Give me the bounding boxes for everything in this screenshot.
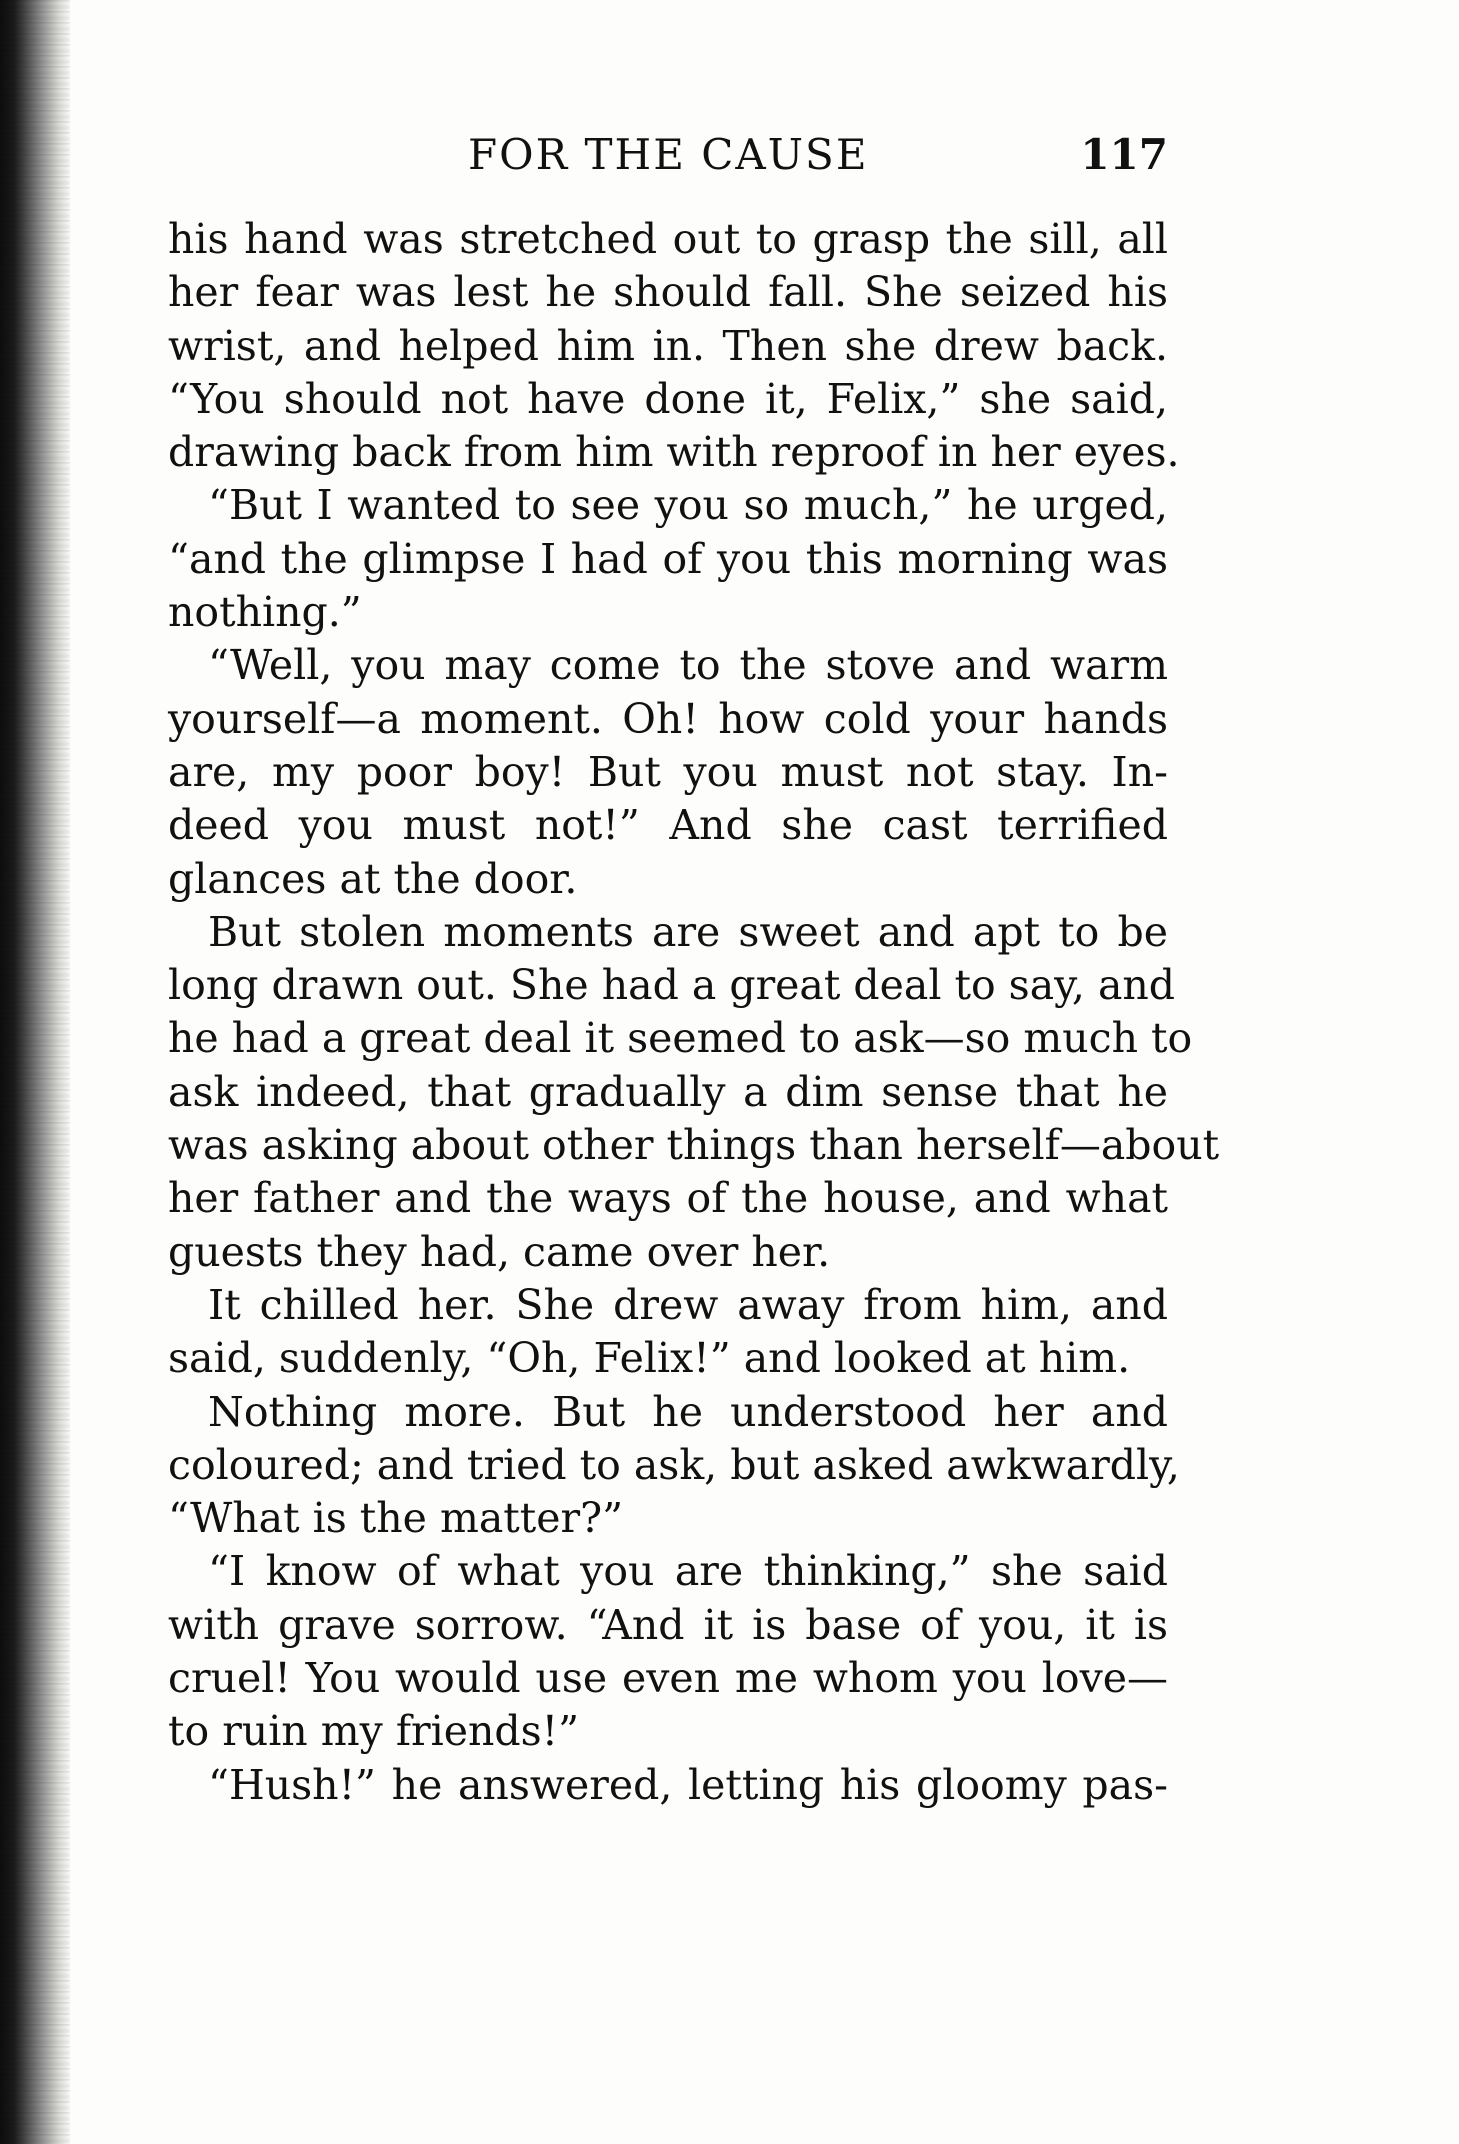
text-line: guests they had, came over her. [168, 1227, 831, 1276]
text-line: drawing back from him with reproof in her eyes. [168, 428, 1180, 477]
page-number: 117 [1080, 130, 1168, 179]
text-line: wrist, and helped him in. Then she drew back. [168, 321, 1168, 370]
text-line: “You should not have done it, Felix,” she said, [168, 374, 1168, 423]
text-line: “But I wanted to see you so much,” he urged, [208, 481, 1168, 530]
text-line: cruel! You would use even me whom you love— [168, 1654, 1168, 1703]
text-line: coloured; and tried to ask, but asked awkwardly, [168, 1440, 1180, 1489]
text-line: long drawn out. She had a great deal to say, and [168, 961, 1176, 1010]
text-line: “Hush!” he answered, letting his gloomy pas- [208, 1760, 1168, 1809]
text-line: nothing.” [168, 588, 362, 637]
text-line: Nothing more. But he understood her and [208, 1387, 1168, 1436]
page-header [168, 130, 1168, 190]
running-title: FOR THE CAUSE [468, 130, 869, 179]
text-line: “Well, you may come to the stove and warm [208, 641, 1168, 690]
text-line: glances at the door. [168, 854, 578, 903]
text-line: her fear was lest he should fall. She seized his [168, 268, 1168, 317]
text-line: with grave sorrow. “And it is base of you, it is [168, 1600, 1168, 1649]
scan-texture [0, 0, 70, 2144]
text-line: ask indeed, that gradually a dim sense that he [168, 1067, 1168, 1116]
text-line: said, suddenly, “Oh, Felix!” and looked at him. [168, 1334, 1131, 1383]
text-line: to ruin my friends!” [168, 1707, 580, 1756]
text-line: he had a great deal it seemed to ask—so much to [168, 1014, 1193, 1063]
text-line: deed you must not!” And she cast terrified [168, 801, 1168, 850]
text-line: It chilled her. She drew away from him, and [208, 1280, 1168, 1329]
text-line: “and the glimpse I had of you this morning was [168, 534, 1168, 583]
text-line: was asking about other things than herself—about [168, 1121, 1220, 1170]
text-line: yourself—a moment. Oh! how cold your hands [168, 694, 1168, 743]
text-line: “I know of what you are thinking,” she said [208, 1547, 1168, 1596]
text-line: his hand was stretched out to grasp the sill, all [168, 215, 1168, 263]
text-line: are, my poor boy! But you must not stay. In- [168, 747, 1168, 796]
text-line: her father and the ways of the house, and what [168, 1174, 1168, 1223]
text-line: But stolen moments are sweet and apt to be [208, 907, 1168, 956]
text-line: “What is the matter?” [168, 1494, 624, 1543]
body-text [168, 213, 1220, 1812]
